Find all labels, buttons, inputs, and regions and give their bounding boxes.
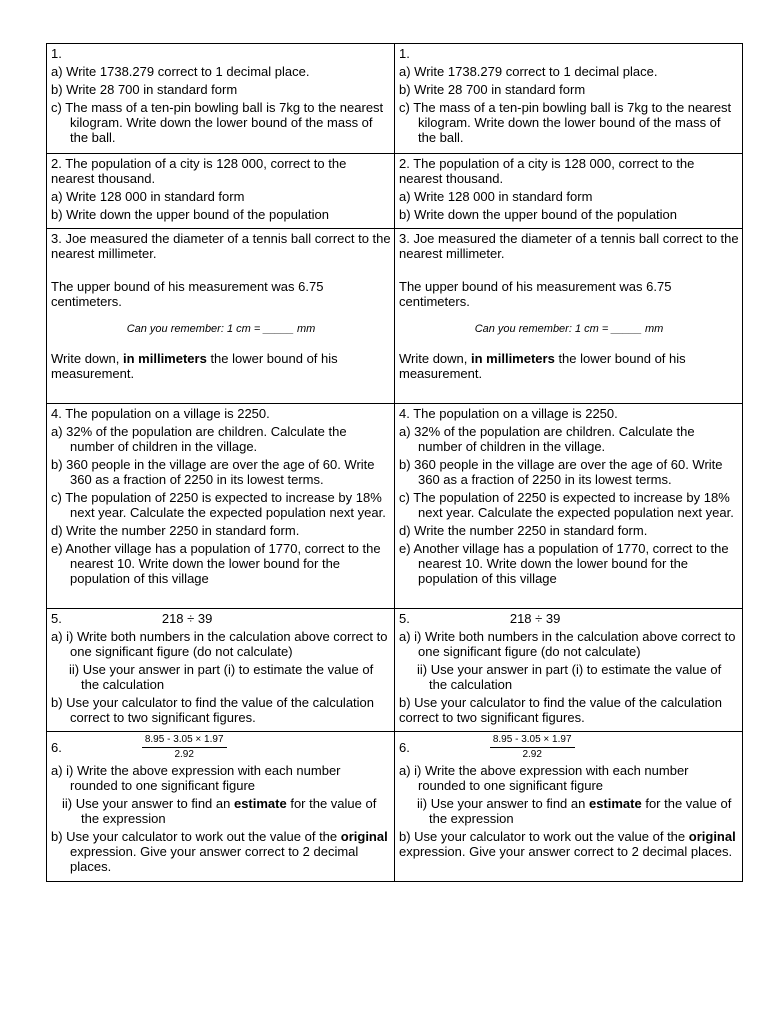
q5-part-a-ii: ii) Use your answer in part (i) to estimate the value of the calculation bbox=[69, 662, 374, 692]
q6-denominator: 2.92 bbox=[174, 749, 194, 760]
q6-part-b: b) Use your calculator to work out the value of the original expression. Give your answer correct to 2 decimal places. bbox=[51, 829, 388, 874]
q3-hint: Can you remember: 1 cm = _____ mm bbox=[474, 323, 664, 335]
q2-intro: 2. The population of a city is 128 000, correct to the nearest thousand. bbox=[51, 156, 347, 186]
cell-q6-right bbox=[395, 732, 743, 882]
q1-part-a: a) Write 1738.279 correct to 1 decimal place. bbox=[51, 64, 310, 79]
q6-part-a-ii: ii) Use your answer to find an estimate for the value of the expression bbox=[62, 796, 377, 826]
q5-calculation: 218 ÷ 39 bbox=[161, 611, 213, 626]
q6-number: 6. bbox=[399, 740, 410, 755]
q2-intro: 2. The population of a city is 128 000, correct to the nearest thousand. bbox=[399, 156, 695, 186]
q5-part-a-ii: ii) Use your answer in part (i) to estimate the value of the calculation bbox=[417, 662, 722, 692]
q6-part-b: b) Use your calculator to work out the value of the original expression. Give your answer correct to 2 decimal places. bbox=[399, 829, 736, 859]
q5-number: 5. bbox=[51, 611, 62, 626]
q6-expression bbox=[490, 734, 575, 761]
q3-question: Write down, in millimeters the lower bound of his measurement. bbox=[51, 351, 338, 381]
q4-part-d: d) Write the number 2250 in standard form. bbox=[51, 523, 300, 538]
q3-intro: 3. Joe measured the diameter of a tennis ball correct to the nearest millimeter. bbox=[399, 231, 739, 261]
q5-part-a-i: a) i) Write both numbers in the calculation above correct to one significant figure (do not calculate) bbox=[399, 629, 736, 659]
q1-number: 1. bbox=[399, 46, 410, 61]
q5-part-b: b) Use your calculator to find the value of the calculation correct to two significant figures. bbox=[399, 695, 723, 725]
q3-intro: 3. Joe measured the diameter of a tennis ball correct to the nearest millimeter. bbox=[51, 231, 391, 261]
q6-part-a-ii: ii) Use your answer to find an estimate for the value of the expression bbox=[417, 796, 732, 826]
cell-q2-left bbox=[47, 154, 395, 229]
q1-part-a: a) Write 1738.279 correct to 1 decimal place. bbox=[399, 64, 658, 79]
row-q5 bbox=[47, 609, 743, 732]
cell-q6-left bbox=[47, 732, 395, 882]
q4-part-a: a) 32% of the population are children. Calculate the number of children in the village. bbox=[399, 424, 695, 454]
q3-question: Write down, in millimeters the lower bound of his measurement. bbox=[399, 351, 686, 381]
q5-header bbox=[51, 611, 391, 626]
q4-part-c: c) The population of 2250 is expected to increase by 18% next year. Calculate the expected population next year. bbox=[51, 490, 386, 520]
q4-part-d: d) Write the number 2250 in standard form. bbox=[399, 523, 648, 538]
q1-part-c: c) The mass of a ten-pin bowling ball is 7kg to the nearest kilogram. Write down the lower bound of the mass of the ball. bbox=[51, 100, 384, 145]
q4-part-a: a) 32% of the population are children. Calculate the number of children in the village. bbox=[51, 424, 347, 454]
q4-intro: 4. The population on a village is 2250. bbox=[51, 406, 270, 421]
cell-q4-right bbox=[395, 404, 743, 609]
q3-upper-bound: The upper bound of his measurement was 6.75 centimeters. bbox=[51, 279, 324, 309]
q1-part-b: b) Write 28 700 in standard form bbox=[51, 82, 238, 97]
q6-part-a-i: a) i) Write the above expression with each number rounded to one significant figure bbox=[399, 763, 689, 793]
q4-part-e: e) Another village has a population of 1770, correct to the nearest 10. Write down the lower bound for the population of this village bbox=[51, 541, 381, 586]
q1-part-b: b) Write 28 700 in standard form bbox=[399, 82, 586, 97]
row-q4 bbox=[47, 404, 743, 609]
q2-part-b: b) Write down the upper bound of the population bbox=[51, 207, 330, 222]
cell-q5-left bbox=[47, 609, 395, 732]
q6-header bbox=[51, 734, 391, 761]
row-q6 bbox=[47, 732, 743, 882]
q3-upper-bound: The upper bound of his measurement was 6.75 centimeters. bbox=[399, 279, 672, 309]
q2-part-b: b) Write down the upper bound of the population bbox=[399, 207, 678, 222]
cell-q3-left bbox=[47, 229, 395, 404]
cell-q4-left bbox=[47, 404, 395, 609]
q6-expression bbox=[142, 734, 227, 761]
q1-number: 1. bbox=[51, 46, 62, 61]
q2-part-a: a) Write 128 000 in standard form bbox=[399, 189, 593, 204]
q6-numerator: 8.95 - 3.05 × 1.97 bbox=[490, 734, 575, 748]
q6-numerator: 8.95 - 3.05 × 1.97 bbox=[142, 734, 227, 748]
q4-part-e: e) Another village has a population of 1770, correct to the nearest 10. Write down the lower bound for the population of this village bbox=[399, 541, 729, 586]
q6-number: 6. bbox=[51, 740, 62, 755]
cell-q1-left bbox=[47, 44, 395, 154]
q5-number: 5. bbox=[399, 611, 410, 626]
row-q2 bbox=[47, 154, 743, 229]
q1-part-c: c) The mass of a ten-pin bowling ball is 7kg to the nearest kilogram. Write down the lower bound of the mass of the ball. bbox=[399, 100, 732, 145]
q4-part-c: c) The population of 2250 is expected to increase by 18% next year. Calculate the expected population next year. bbox=[399, 490, 734, 520]
q5-part-a-i: a) i) Write both numbers in the calculation above correct to one significant figure (do not calculate) bbox=[51, 629, 388, 659]
q5-calculation: 218 ÷ 39 bbox=[509, 611, 561, 626]
q4-part-b: b) 360 people in the village are over the age of 60. Write 360 as a fraction of 2250 in its lowest terms. bbox=[51, 457, 375, 487]
q2-part-a: a) Write 128 000 in standard form bbox=[51, 189, 245, 204]
cell-q3-right bbox=[395, 229, 743, 404]
q5-header bbox=[399, 611, 739, 626]
q4-intro: 4. The population on a village is 2250. bbox=[399, 406, 618, 421]
q6-header bbox=[399, 734, 739, 761]
row-q1 bbox=[47, 44, 743, 154]
q6-part-a-i: a) i) Write the above expression with each number rounded to one significant figure bbox=[51, 763, 341, 793]
q5-part-b: b) Use your calculator to find the value of the calculation correct to two significant figures. bbox=[51, 695, 375, 725]
q3-hint: Can you remember: 1 cm = _____ mm bbox=[126, 323, 316, 335]
q4-part-b: b) 360 people in the village are over the age of 60. Write 360 as a fraction of 2250 in its lowest terms. bbox=[399, 457, 723, 487]
q6-denominator: 2.92 bbox=[522, 749, 542, 760]
cell-q5-right bbox=[395, 609, 743, 732]
row-q3 bbox=[47, 229, 743, 404]
cell-q1-right bbox=[395, 44, 743, 154]
cell-q2-right bbox=[395, 154, 743, 229]
worksheet-table bbox=[46, 43, 743, 882]
